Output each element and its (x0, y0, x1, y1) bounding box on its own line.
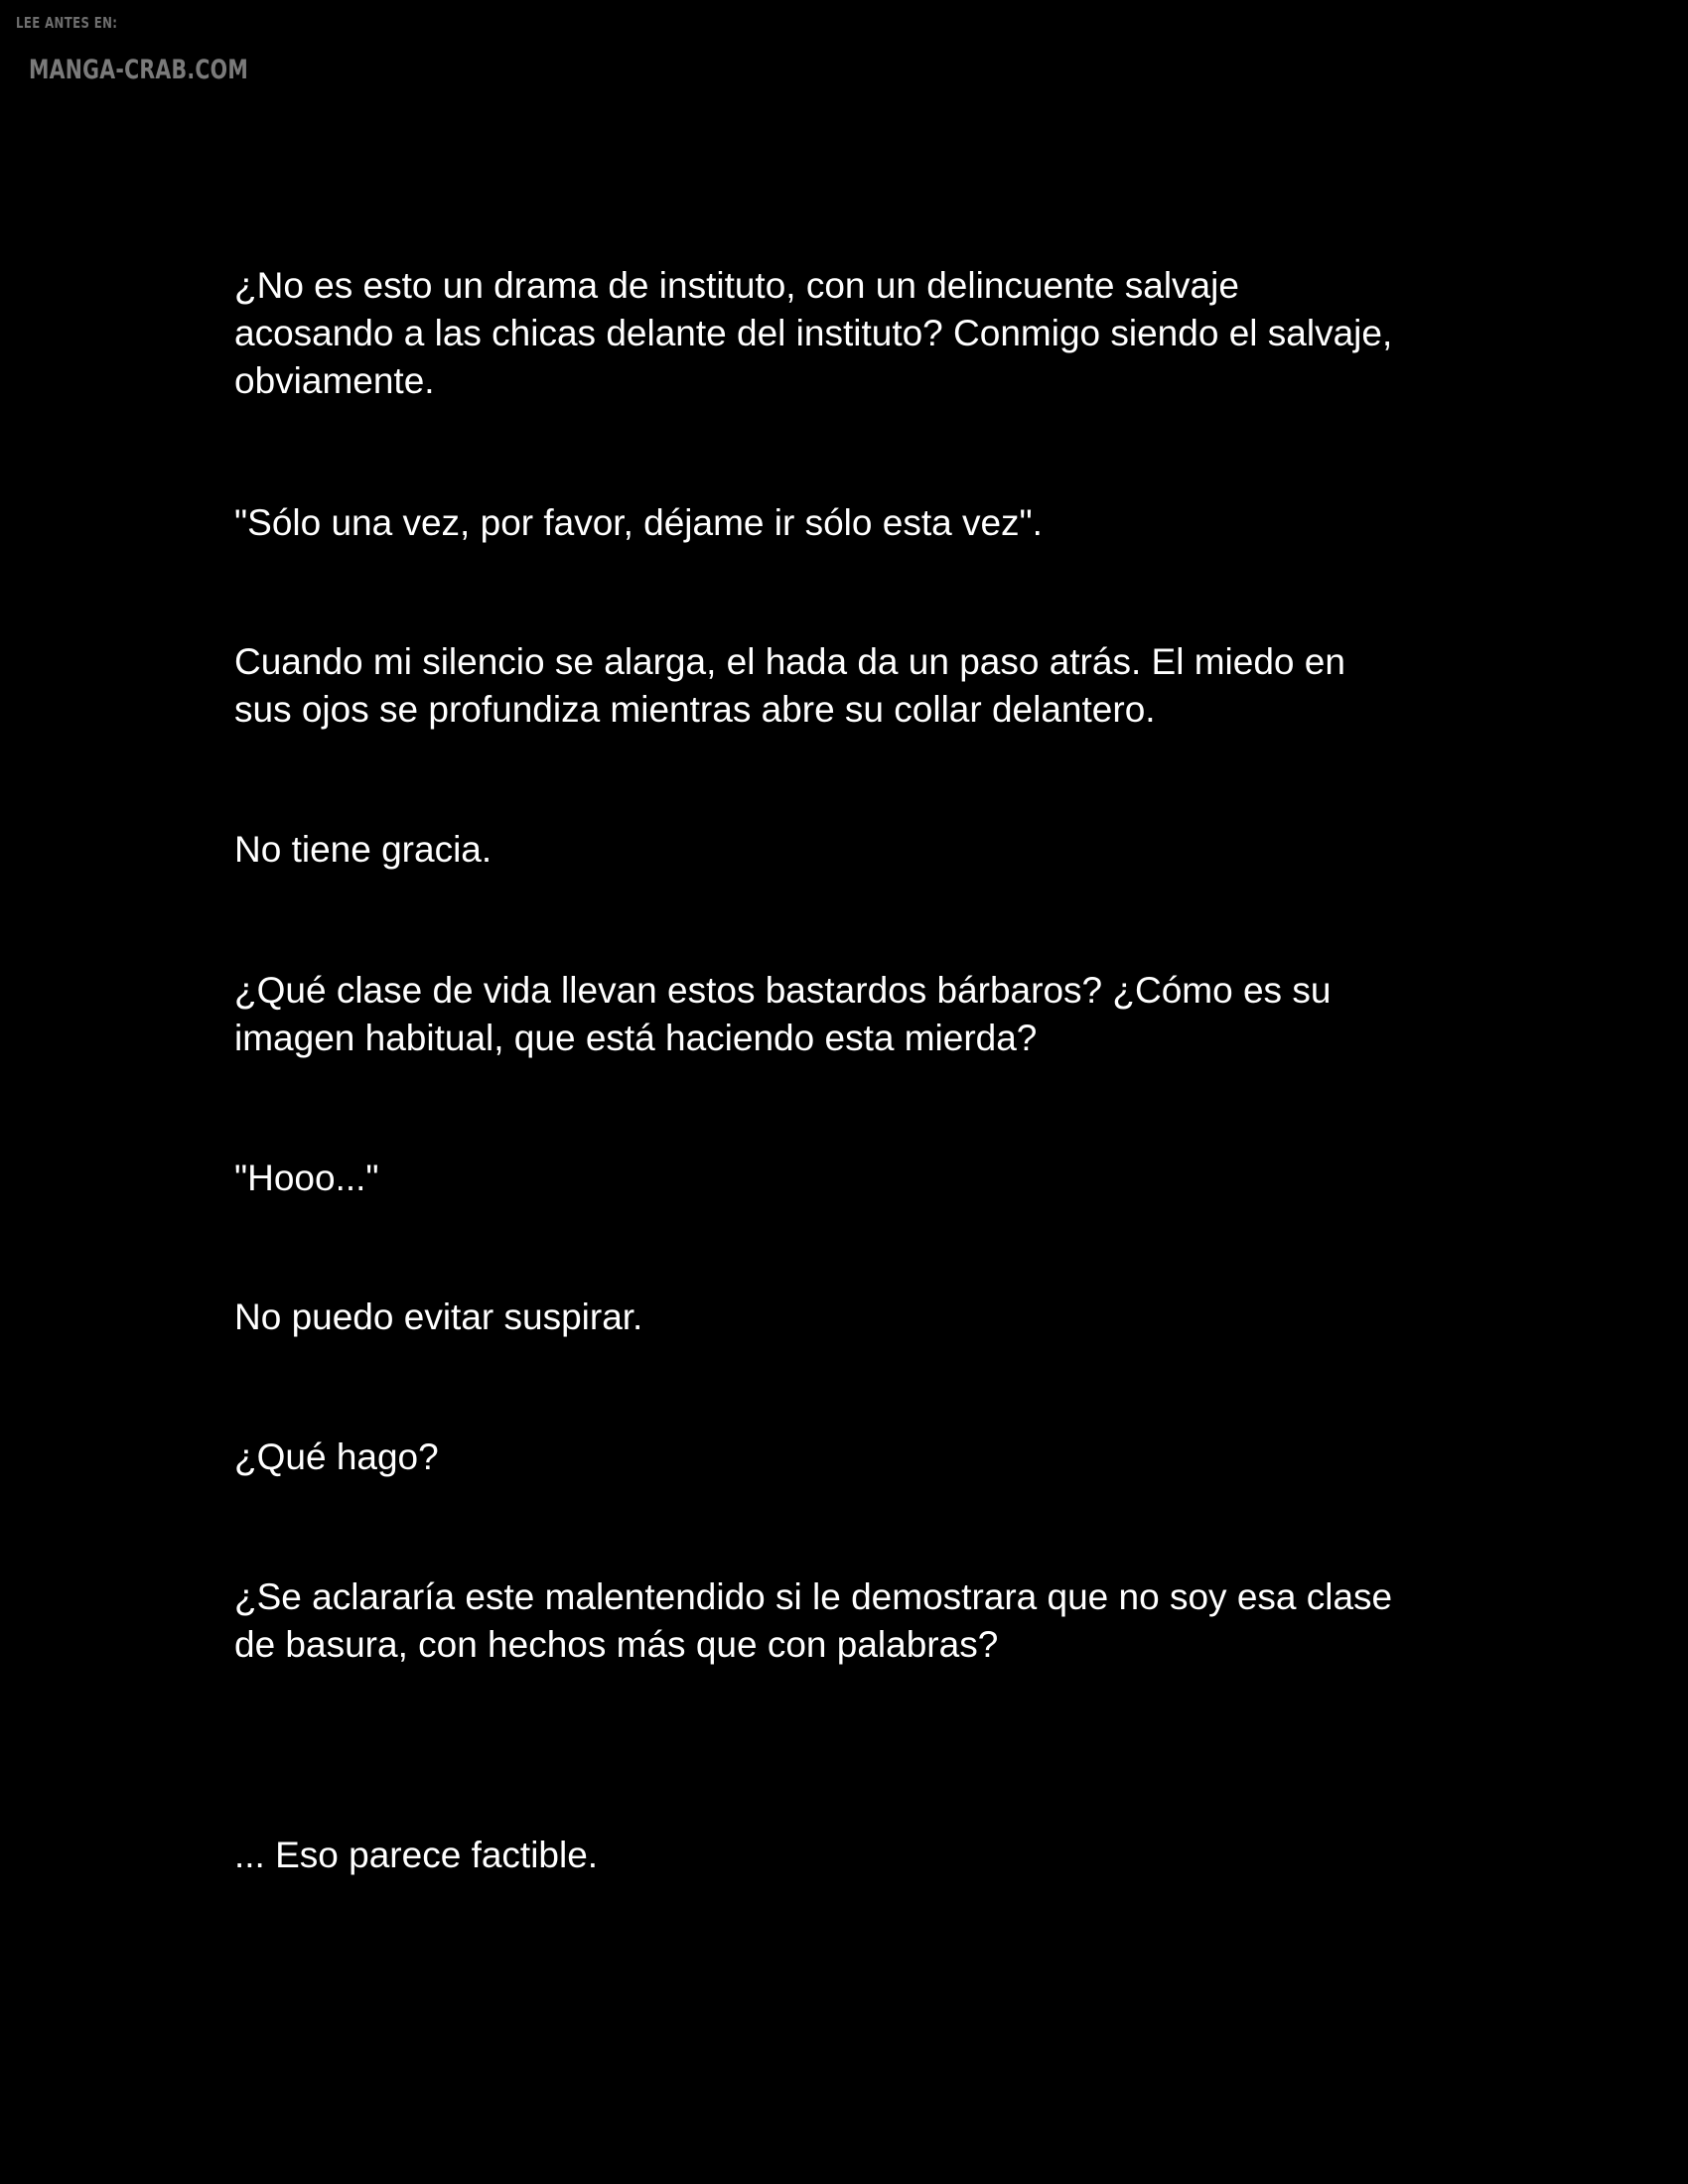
paragraph-6: "Hooo..." (234, 1158, 379, 1198)
paragraph-4: No tiene gracia. (234, 829, 492, 870)
paragraph-3: Cuando mi silencio se alarga, el hada da un paso atrás. El miedo en sus ojos se profundiza mientras abre su collar delantero. (234, 641, 1345, 730)
watermark-label: LEE ANTES EN: (16, 14, 118, 32)
watermark (0, 0, 298, 109)
paragraph-1: ¿No es esto un drama de instituto, con un delincuente salvaje acosando a las chicas delante del instituto? Conmigo siendo el salvaje, obviamente. (234, 265, 1393, 401)
paragraph-10: ... Eso parece factible. (234, 1835, 599, 1875)
paragraph-2: "Sólo una vez, por favor, déjame ir sólo esta vez". (234, 502, 1043, 543)
watermark-site: MANGA-CRAB.COM (29, 55, 249, 85)
paragraph-7: No puedo evitar suspirar. (234, 1297, 643, 1337)
paragraph-5: ¿Qué clase de vida llevan estos bastardos bárbaros? ¿Cómo es su imagen habitual, que está haciendo esta mierda? (234, 970, 1332, 1058)
paragraph-9: ¿Se aclararía este malentendido si le demostrara que no soy esa clase de basura, con hechos más que con palabras? (234, 1576, 1393, 1665)
paragraph-8: ¿Qué hago? (234, 1436, 439, 1477)
